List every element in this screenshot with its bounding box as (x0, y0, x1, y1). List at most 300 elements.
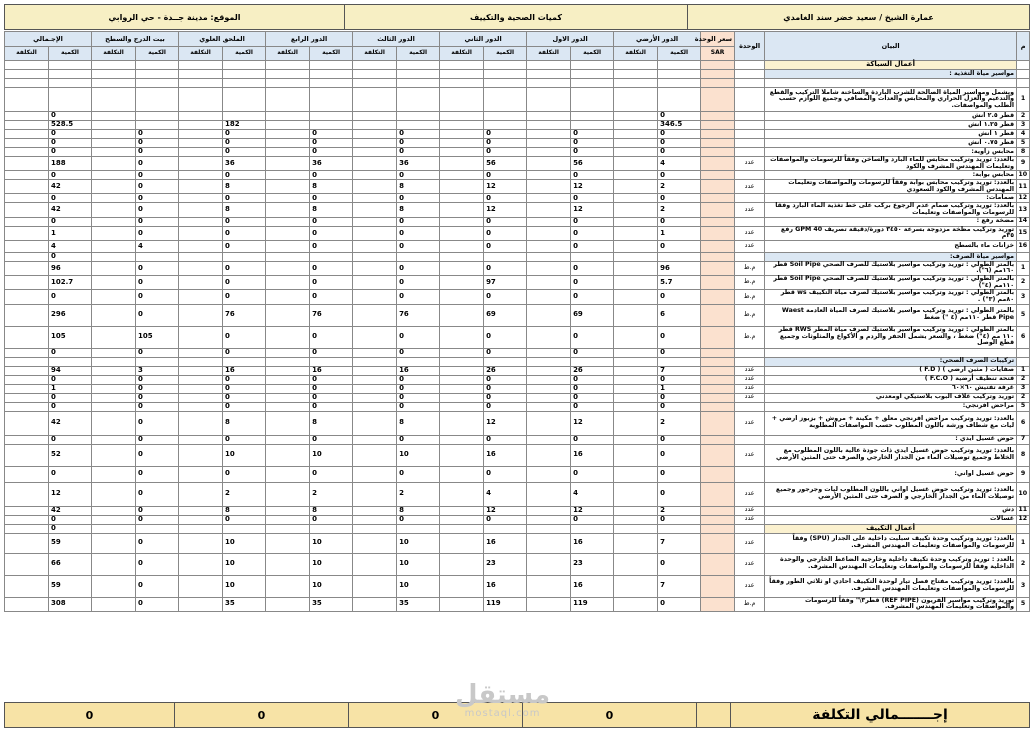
cost-cell (353, 326, 397, 348)
cost-cell (353, 411, 397, 435)
qty-cell: 0 (571, 130, 614, 139)
qty-cell: 0 (397, 290, 440, 304)
item-description: حوض غسيل اواني: (765, 466, 1017, 482)
cost-cell (440, 139, 484, 148)
qty-cell: 2 (658, 180, 701, 194)
item-unit (735, 466, 765, 482)
cost-cell (353, 357, 397, 366)
item-unit (735, 402, 765, 411)
cost-cell (92, 326, 136, 348)
cost-cell (440, 240, 484, 252)
qty-cell: 42 (49, 180, 92, 194)
cost-cell (266, 226, 310, 240)
cost-cell (527, 130, 571, 139)
item-description: غسالات (765, 515, 1017, 524)
cost-cell (527, 553, 571, 575)
qty-cell: 0 (136, 444, 179, 466)
qty-cell: 0 (658, 393, 701, 402)
item-number: 10 (1017, 171, 1030, 180)
cost-cell (353, 112, 397, 121)
col-qty: الكمية (136, 47, 179, 61)
cost-cell (266, 217, 310, 226)
floor-header: الدور الأرضي (614, 32, 701, 47)
item-description: غرفة تفتيش ٦٠×٦٠ (765, 384, 1017, 393)
cost-cell (5, 130, 49, 139)
qty-cell (658, 61, 701, 70)
qty-cell: 0 (397, 194, 440, 203)
qty-cell (49, 88, 92, 112)
cost-cell (440, 226, 484, 240)
cost-cell (527, 575, 571, 597)
item-unit (735, 130, 765, 139)
item-description: بالعدد : توريد وتركيب وحدة تكييف داخلية وخارجية الضاغط الخارجي والوحدة الداخلية وفقاً للرسومات والمواصفات وتعليمات المهندس المشرف. (765, 553, 1017, 575)
cost-cell (179, 88, 223, 112)
item-description: محابس بوابة: (765, 171, 1017, 180)
cost-cell (266, 171, 310, 180)
cost-cell (614, 61, 658, 70)
cost-cell (266, 112, 310, 121)
qty-cell: 2 (397, 482, 440, 506)
cost-cell (614, 506, 658, 515)
cost-cell (440, 112, 484, 121)
cost-cell (92, 139, 136, 148)
cost-cell (5, 252, 49, 261)
qty-cell: 0 (571, 139, 614, 148)
qty-cell: 0 (136, 402, 179, 411)
qty-cell: 8 (223, 180, 266, 194)
qty-cell: 0 (310, 226, 353, 240)
cost-cell (527, 533, 571, 553)
cost-cell (614, 553, 658, 575)
item-description: مواسير مياة الصرف: (765, 252, 1017, 261)
cost-cell (179, 203, 223, 217)
cost-cell (92, 290, 136, 304)
qty-cell: 0 (223, 261, 266, 275)
qty-cell: 16 (571, 575, 614, 597)
cost-cell (353, 139, 397, 148)
table-row (5, 348, 1030, 357)
cost-cell (92, 515, 136, 524)
qty-cell: 10 (223, 575, 266, 597)
cost-cell (440, 130, 484, 139)
cost-cell (5, 375, 49, 384)
qty-cell: 0 (136, 411, 179, 435)
qty-cell: 10 (310, 533, 353, 553)
qty-cell: 0 (484, 466, 527, 482)
qty-cell (571, 61, 614, 70)
qty-cell (397, 121, 440, 130)
qty-cell: 0 (223, 384, 266, 393)
qty-cell: 56 (484, 157, 527, 171)
item-number: 12 (1017, 515, 1030, 524)
qty-cell: 0 (223, 171, 266, 180)
qty-cell: 0 (571, 466, 614, 482)
cost-cell (527, 366, 571, 375)
item-unit (735, 435, 765, 444)
cost-cell (266, 240, 310, 252)
cost-cell (527, 276, 571, 290)
qty-cell (484, 61, 527, 70)
qty-cell: 3 (136, 366, 179, 375)
cost-cell (527, 226, 571, 240)
cost-cell (179, 482, 223, 506)
qty-cell: 10 (397, 444, 440, 466)
qty-cell: 96 (658, 261, 701, 275)
item-unit-price (701, 444, 735, 466)
cost-cell (5, 203, 49, 217)
qty-cell: 0 (397, 171, 440, 180)
item-description: قطر ١.٢٥ انش (765, 121, 1017, 130)
qty-cell: 102.7 (49, 276, 92, 290)
item-description: أعمال التكييف (765, 524, 1017, 533)
table-row (5, 533, 1030, 553)
qty-cell (310, 121, 353, 130)
qty-cell: 0 (658, 112, 701, 121)
item-unit-price (701, 575, 735, 597)
qty-cell: 0 (310, 148, 353, 157)
item-unit-price (701, 515, 735, 524)
qty-cell (310, 112, 353, 121)
cost-cell (179, 139, 223, 148)
qty-cell: 0 (223, 217, 266, 226)
qty-cell: 10 (223, 444, 266, 466)
cost-cell (179, 506, 223, 515)
cost-cell (179, 435, 223, 444)
cost-cell (5, 70, 49, 79)
total-value: 0 (175, 703, 349, 728)
cost-cell (92, 375, 136, 384)
title-bar (4, 4, 1030, 30)
cost-cell (92, 304, 136, 326)
cost-cell (614, 261, 658, 275)
cost-cell (440, 217, 484, 226)
cost-cell (5, 88, 49, 112)
item-unit: عدد (735, 553, 765, 575)
qty-cell: 59 (49, 533, 92, 553)
cost-cell (614, 240, 658, 252)
item-number: 10 (1017, 482, 1030, 506)
item-unit-price (701, 139, 735, 148)
item-description: توريد وتركيب مواسير الفريون (REF PIPE) قطر٣\" وفقاً للرسومات والمواصفات وتعليمات المهندس المشرف. (765, 597, 1017, 611)
qty-cell: 8 (310, 203, 353, 217)
item-description: بالعدد: توريد وتركيب محابس بوابة وفقاً للرسومات والمواصفات وتعليمات المهندس المشرف والكود السعودي (765, 180, 1017, 194)
qty-cell: 0 (223, 326, 266, 348)
floor-header: الدور الرابع (266, 32, 353, 47)
cost-cell (440, 88, 484, 112)
item-unit-price (701, 384, 735, 393)
item-number: 2 (1017, 393, 1030, 402)
item-description: بالعدد: توريد وتركيب حوض غسيل ايدي ذات جودة عالية باللون المطلوب مع الخلاط وجميع توصيلات الماء من الجدار الخارجي والصرف حتى المثبن الأرضي (765, 444, 1017, 466)
col-unit: الوحدة (735, 32, 765, 61)
qty-cell: 0 (136, 393, 179, 402)
qty-cell: 0 (397, 240, 440, 252)
qty-cell: 26 (484, 366, 527, 375)
qty-cell: 0 (484, 217, 527, 226)
total-value: 0 (5, 703, 175, 728)
qty-cell (484, 252, 527, 261)
table-row (5, 375, 1030, 384)
cost-cell (527, 121, 571, 130)
cost-cell (179, 194, 223, 203)
qty-cell: 42 (49, 506, 92, 515)
cost-cell (614, 130, 658, 139)
cost-cell (527, 252, 571, 261)
cost-cell (179, 444, 223, 466)
cost-cell (440, 393, 484, 402)
qty-cell: 0 (658, 139, 701, 148)
qty-cell: 0 (136, 148, 179, 157)
cost-cell (440, 180, 484, 194)
item-number: 11 (1017, 506, 1030, 515)
table-row (5, 240, 1030, 252)
qty-cell: 0 (571, 194, 614, 203)
item-description: بالعدد: توريد وتركيب محابس للماء البارد والساخن وفقاً للرسومات والمواصفات وتعليمات المهندس المشرف والكود (765, 157, 1017, 171)
qty-cell (310, 61, 353, 70)
qty-cell: 308 (49, 597, 92, 611)
qty-cell (397, 112, 440, 121)
cost-cell (527, 180, 571, 194)
item-number (1017, 348, 1030, 357)
cost-cell (266, 357, 310, 366)
cost-cell (353, 597, 397, 611)
cost-cell (440, 444, 484, 466)
qty-cell: 26 (571, 366, 614, 375)
qty-cell: 2 (658, 411, 701, 435)
item-number: 1 (1017, 366, 1030, 375)
qty-cell: 16 (571, 533, 614, 553)
floor-header: الإجـمالي (5, 32, 92, 47)
table-row (5, 112, 1030, 121)
cost-cell (353, 180, 397, 194)
item-number: 5 (1017, 139, 1030, 148)
item-number: 16 (1017, 240, 1030, 252)
cost-cell (353, 515, 397, 524)
qty-cell: 0 (397, 384, 440, 393)
item-unit: عدد (735, 506, 765, 515)
total-label: إجـــــــمالي التكلفة (731, 703, 1030, 728)
cost-cell (92, 533, 136, 553)
cost-cell (614, 217, 658, 226)
qty-cell: 69 (571, 304, 614, 326)
cost-cell (179, 112, 223, 121)
cost-cell (614, 575, 658, 597)
item-number: 6 (1017, 411, 1030, 435)
cost-cell (353, 70, 397, 79)
qty-cell: 0 (49, 393, 92, 402)
cost-cell (92, 466, 136, 482)
cost-cell (179, 157, 223, 171)
item-number: 13 (1017, 203, 1030, 217)
qty-cell: 12 (571, 203, 614, 217)
table-row (5, 180, 1030, 194)
qty-cell: 0 (397, 466, 440, 482)
cost-cell (614, 171, 658, 180)
item-unit: عدد (735, 411, 765, 435)
col-cost: التكلفة (179, 47, 223, 61)
qty-cell: 0 (397, 226, 440, 240)
qty-cell: 119 (571, 597, 614, 611)
cost-cell (614, 70, 658, 79)
qty-cell: 4 (136, 240, 179, 252)
item-description: بالعدد: توريد وتركيب وحدة تكييف سبليت داخلية على الجدار (SPU) وفقاً للرسومات والمواصفات وتعليمات المهندس المشرف. (765, 533, 1017, 553)
qty-cell: 56 (571, 157, 614, 171)
cost-cell (266, 402, 310, 411)
cost-cell (527, 435, 571, 444)
cost-cell (266, 466, 310, 482)
cost-cell (353, 444, 397, 466)
table-row (5, 226, 1030, 240)
cost-cell (5, 444, 49, 466)
qty-cell: 4 (484, 482, 527, 506)
qty-cell: 0 (223, 139, 266, 148)
cost-cell (353, 194, 397, 203)
item-unit: م.ط (735, 261, 765, 275)
item-unit-price (701, 157, 735, 171)
cost-cell (179, 252, 223, 261)
qty-cell: 16 (484, 575, 527, 597)
item-unit-price (701, 276, 735, 290)
table-row (5, 524, 1030, 533)
qty-cell: 0 (49, 171, 92, 180)
qty-cell: 0 (484, 393, 527, 402)
item-description: ويشمل ومواسير المياة الصالحة للشرب الباردة والساخنة شاملا التركيب والقطع والتدعيم والعزل الحراري والمحابس والعدات والمصافي وجميع اللوازم حسب الطلب والمواصفات. (765, 88, 1017, 112)
cost-cell (440, 482, 484, 506)
qty-cell: 0 (136, 180, 179, 194)
cost-cell (5, 304, 49, 326)
item-unit-price (701, 217, 735, 226)
col-cost: التكلفة (92, 47, 136, 61)
qty-cell (310, 88, 353, 112)
cost-cell (266, 575, 310, 597)
qty-cell (310, 524, 353, 533)
cost-cell (527, 157, 571, 171)
qty-cell (658, 88, 701, 112)
qty-cell: 12 (484, 506, 527, 515)
qty-cell: 35 (397, 597, 440, 611)
item-number: 14 (1017, 217, 1030, 226)
cost-cell (440, 533, 484, 553)
cost-cell (5, 393, 49, 402)
item-unit (735, 79, 765, 88)
cost-cell (5, 148, 49, 157)
cost-cell (266, 366, 310, 375)
item-unit: م.ط (735, 597, 765, 611)
qty-cell (571, 112, 614, 121)
qty-cell: 16 (397, 366, 440, 375)
cost-cell (92, 61, 136, 70)
qty-cell (223, 88, 266, 112)
cost-cell (353, 533, 397, 553)
qty-cell: 0 (658, 482, 701, 506)
item-number: 3 (1017, 575, 1030, 597)
qty-cell: 0 (484, 290, 527, 304)
qty-cell: 10 (397, 533, 440, 553)
table-row (5, 411, 1030, 435)
table-row (5, 515, 1030, 524)
cost-cell (440, 121, 484, 130)
qty-cell: 0 (397, 402, 440, 411)
qty-cell (223, 70, 266, 79)
cost-cell (266, 553, 310, 575)
cost-cell (5, 194, 49, 203)
qty-cell: 4 (658, 157, 701, 171)
item-unit-price (701, 482, 735, 506)
cost-cell (527, 375, 571, 384)
cost-cell (614, 203, 658, 217)
qty-cell: 182 (223, 121, 266, 130)
qty-cell: 0 (49, 466, 92, 482)
cost-cell (179, 553, 223, 575)
cost-cell (614, 157, 658, 171)
qty-cell: 0 (310, 240, 353, 252)
cost-cell (179, 171, 223, 180)
qty-cell: 0 (136, 171, 179, 180)
cost-cell (614, 366, 658, 375)
item-unit-price (701, 375, 735, 384)
qty-cell: 7 (658, 575, 701, 597)
qty-cell: 0 (658, 444, 701, 466)
cost-cell (92, 88, 136, 112)
watermark-url: mostaql.com (464, 708, 541, 719)
qty-cell: 0 (571, 148, 614, 157)
cost-cell (440, 171, 484, 180)
cost-cell (5, 226, 49, 240)
cost-cell (614, 375, 658, 384)
cost-cell (440, 357, 484, 366)
cost-cell (266, 482, 310, 506)
item-unit-price (701, 180, 735, 194)
table-row (5, 597, 1030, 611)
cost-cell (614, 121, 658, 130)
cost-cell (5, 553, 49, 575)
qty-cell: 0 (571, 384, 614, 393)
qty-cell: 0 (571, 171, 614, 180)
item-unit-price (701, 130, 735, 139)
cost-cell (440, 290, 484, 304)
qty-cell: 12 (484, 411, 527, 435)
item-unit-price (701, 304, 735, 326)
item-unit-price (701, 466, 735, 482)
table-row (5, 366, 1030, 375)
qty-cell: 0 (310, 393, 353, 402)
qty-cell (571, 79, 614, 88)
qty-cell: 8 (397, 411, 440, 435)
qty-cell: 35 (310, 597, 353, 611)
item-unit-price (701, 348, 735, 357)
cost-cell (614, 393, 658, 402)
cost-cell (440, 402, 484, 411)
item-unit (735, 148, 765, 157)
cost-cell (179, 366, 223, 375)
qty-cell: 0 (484, 226, 527, 240)
cost-cell (5, 506, 49, 515)
cost-cell (527, 304, 571, 326)
table-row (5, 290, 1030, 304)
qty-cell (397, 357, 440, 366)
floor-header: بيت الدرج والسطح (92, 32, 179, 47)
qty-cell (658, 70, 701, 79)
item-number: 6 (1017, 326, 1030, 348)
qty-cell: 105 (49, 326, 92, 348)
cost-cell (527, 290, 571, 304)
qty-cell: 59 (49, 575, 92, 597)
floor-header: الملحق العلوي (179, 32, 266, 47)
cost-cell (92, 444, 136, 466)
item-description: قطر ١ انش (765, 130, 1017, 139)
item-number: 9 (1017, 157, 1030, 171)
qty-cell: 0 (310, 130, 353, 139)
qty-cell (310, 70, 353, 79)
